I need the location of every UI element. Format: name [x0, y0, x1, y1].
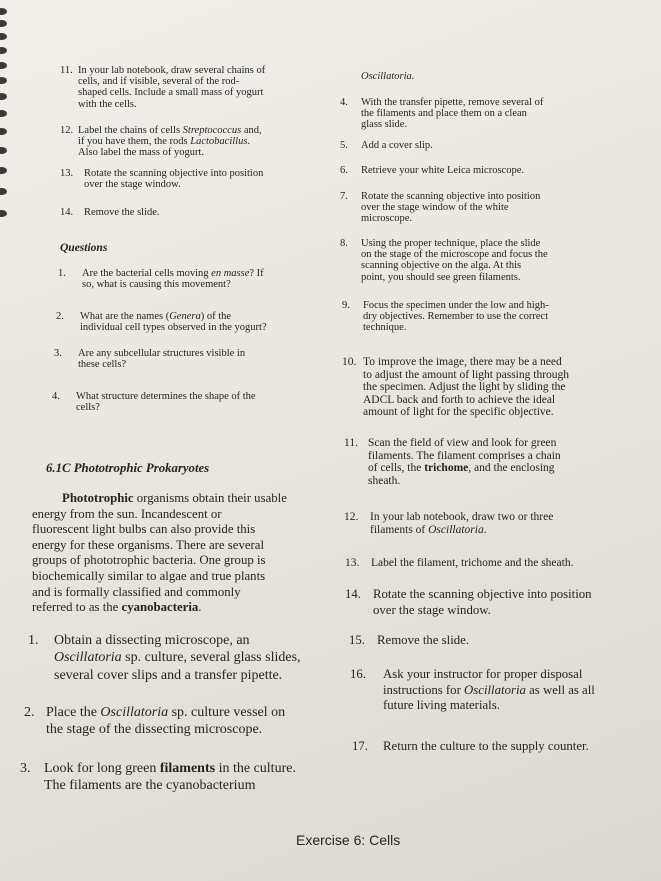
step-text — [363, 300, 549, 334]
step-number: 9. — [342, 300, 350, 311]
text-line: scanning objective on the alga. At this — [361, 260, 522, 272]
step-number: 14. — [60, 207, 74, 218]
binder-hole — [0, 62, 7, 69]
step-text — [46, 704, 285, 739]
step-text — [78, 65, 265, 110]
step-number: 11. — [60, 65, 73, 76]
text-line: With the transfer pipette, remove several of — [361, 97, 544, 108]
text-line: the filaments and place them on a clean — [361, 108, 527, 120]
step-number: 3. — [20, 761, 31, 776]
binder-hole — [0, 167, 7, 174]
step-number: 13. — [60, 168, 74, 179]
binder-holes — [0, 0, 14, 881]
text-line: filaments of Oscillatoria. — [370, 523, 487, 536]
step-text — [370, 511, 553, 536]
text-line: What structure determines the shape of the — [76, 391, 256, 402]
text-line: several cover slips and a transfer pipette. — [54, 667, 283, 683]
text-line: filaments. The filament comprises a chain — [368, 449, 561, 462]
text-line: on the stage of the microscope and focus the — [361, 249, 548, 261]
step-text — [361, 97, 543, 131]
text-line: cells? — [76, 402, 100, 414]
step-text — [361, 238, 586, 283]
text-line: dry objectives. Remember to use the correct — [363, 311, 549, 323]
text-line: ADCL back and forth to achieve the ideal — [363, 393, 556, 406]
binder-hole — [0, 128, 7, 135]
step-number: 10. — [342, 356, 357, 368]
text-line: groups of phototrophic bacteria. One group is — [32, 553, 266, 568]
text-line: with the cells. — [78, 98, 137, 110]
binder-hole — [0, 20, 7, 27]
text-line: over the stage window. — [84, 179, 181, 191]
step-text: Remove the slide. — [377, 633, 470, 647]
text-line: Rotate the scanning objective into position — [361, 191, 541, 202]
step-number: 16. — [350, 667, 366, 681]
section-heading: 6.1C Phototrophic Prokaryotes — [46, 461, 210, 475]
text-line: Rotate the scanning objective into position — [373, 587, 592, 601]
intro-paragraph — [32, 491, 314, 616]
text-line: In your lab notebook, draw several chains of — [78, 65, 266, 76]
text-line: Using the proper technique, place the slide — [361, 238, 541, 249]
text-line: over the stage window of the white — [361, 202, 509, 214]
binder-hole — [0, 110, 7, 117]
text-line: energy from the sun. Incandescent or — [32, 506, 222, 521]
text-line: of cells, the trichome, and the enclosing — [368, 462, 555, 474]
step-number: 6. — [340, 165, 348, 176]
step-number: 2. — [24, 705, 35, 720]
text-line: shaped cells. Include a small mass of yogurt — [78, 87, 264, 99]
question-text — [82, 268, 264, 290]
step-number: 14. — [345, 587, 361, 601]
step-number: 8. — [340, 238, 348, 249]
text-line: Are the bacterial cells moving en masse? If — [82, 268, 264, 279]
text-line: What are the names (Genera) of the — [80, 311, 232, 322]
text-line: glass slide. — [361, 119, 408, 131]
question-text — [80, 311, 267, 333]
text-line: future living materials. — [383, 698, 500, 713]
text-line: Place the Oscillatoria sp. culture vessel on — [46, 705, 286, 720]
binder-hole — [0, 8, 7, 15]
continued-text: Oscillatoria. — [361, 71, 415, 82]
question-number: 4. — [52, 391, 60, 402]
text-line: Ask your instructor for proper disposal — [383, 667, 583, 681]
step-number: 5. — [340, 140, 348, 151]
text-line: if you have them, the rods Lactobacillus. — [78, 136, 251, 148]
question-text — [76, 391, 256, 413]
text-line: these cells? — [78, 359, 127, 371]
step-text — [54, 632, 318, 684]
text-line: Are any subcellular structures visible in — [78, 348, 246, 359]
binder-hole — [0, 188, 7, 195]
text-line: Label the chains of cells Streptococcus and, — [78, 125, 262, 136]
step-text — [44, 760, 296, 795]
text-line: To improve the image, there may be a need — [363, 356, 562, 368]
step-number: 12. — [60, 125, 74, 136]
text-line: Scan the field of view and look for green — [368, 437, 557, 449]
text-line: Oscillatoria sp. culture, several glass slides, — [54, 650, 301, 666]
step-number: 13. — [345, 557, 360, 569]
text-line: Rotate the scanning objective into position — [84, 168, 264, 179]
step-text — [373, 587, 592, 618]
text-line: point, you should see green filaments. — [361, 271, 521, 283]
step-number: 7. — [340, 191, 348, 202]
step-text — [368, 437, 561, 487]
step-number: 15. — [349, 633, 365, 647]
step-number: 1. — [28, 633, 39, 648]
text-line: fluorescent light bulbs can also provide this — [32, 522, 256, 537]
text-line: and is formally classified and commonly — [32, 584, 241, 599]
text-line: instructions for Oscillatoria as well as all — [383, 682, 595, 697]
text-line: The filaments are the cyanobacterium — [44, 778, 256, 794]
step-text: Retrieve your white Leica microscope. — [361, 165, 524, 176]
text-line: Obtain a dissecting microscope, an — [54, 633, 250, 648]
step-text — [78, 125, 262, 159]
text-line: cells, and if visible, several of the rod- — [78, 76, 240, 88]
text-line: so, what is causing this movement? — [82, 279, 231, 291]
text-line: In your lab notebook, draw two or three — [370, 511, 554, 523]
text-line: referred to as the cyanobacteria. — [32, 600, 202, 615]
step-number: 17. — [352, 739, 368, 753]
question-text — [78, 348, 245, 370]
step-number: 12. — [344, 511, 359, 523]
step-text — [84, 168, 263, 190]
binder-hole — [0, 210, 7, 217]
page-footer: Exercise 6: Cells — [296, 832, 401, 848]
step-text — [383, 667, 641, 714]
text-line: Look for long green filaments in the culture. — [44, 761, 296, 776]
text-line: individual cell types observed in the yogurt? — [80, 322, 267, 334]
text-line: amount of light for the specific objective. — [363, 406, 554, 418]
step-text — [363, 356, 569, 419]
text-line: the specimen. Adjust the light by sliding the — [363, 381, 566, 393]
step-text — [361, 191, 581, 225]
questions-heading: Questions — [60, 242, 108, 254]
step-number: 4. — [340, 97, 348, 108]
text-line: sheath. — [368, 474, 401, 487]
step-text: Remove the slide. — [84, 207, 160, 218]
text-line: Focus the specimen under the low and high- — [363, 300, 549, 311]
text-line: the stage of the dissecting microscope. — [46, 722, 263, 738]
text-line: to adjust the amount of light passing through — [363, 368, 570, 381]
text-line: over the stage window. — [373, 602, 491, 617]
binder-hole — [0, 47, 7, 54]
binder-hole — [0, 77, 7, 84]
question-number: 2. — [56, 311, 64, 322]
text-line: biochemically similar to algae and true plants — [32, 568, 266, 583]
binder-hole — [0, 93, 7, 100]
question-number: 3. — [54, 348, 62, 359]
binder-hole — [0, 147, 7, 154]
text-line: energy for these organisms. There are several — [32, 537, 265, 552]
step-text: Add a cover slip. — [361, 140, 433, 151]
step-text: Label the filament, trichome and the sheath. — [371, 557, 574, 569]
text-line: Phototrophic organisms obtain their usable — [62, 491, 287, 505]
binder-hole — [0, 33, 7, 40]
text-line: Also label the mass of yogurt. — [78, 147, 204, 159]
text-line: microscope. — [361, 213, 413, 225]
question-number: 1. — [58, 268, 66, 279]
step-number: 11. — [344, 437, 358, 449]
text-line: technique. — [363, 322, 407, 334]
step-text: Return the culture to the supply counter. — [383, 739, 589, 753]
